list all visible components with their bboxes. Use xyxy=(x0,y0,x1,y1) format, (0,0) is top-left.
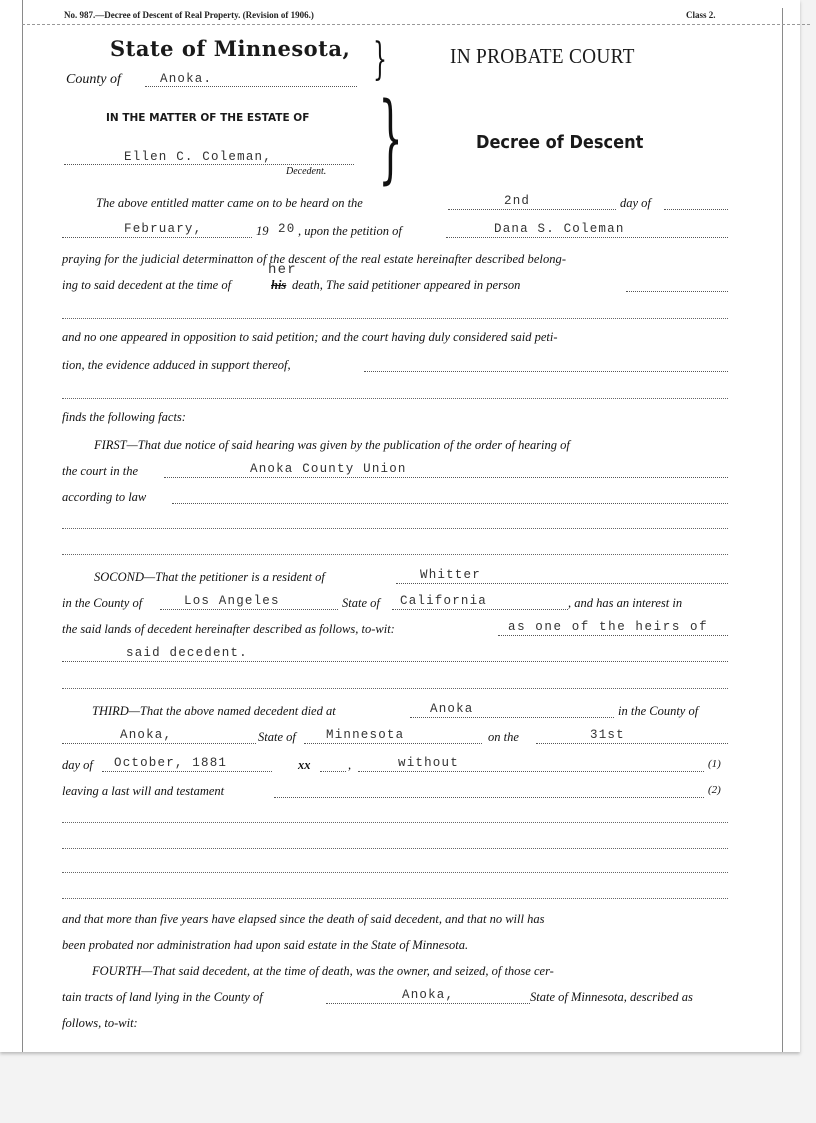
matter-heading: IN THE MATTER OF THE ESTATE OF xyxy=(106,112,310,124)
third-state-label: State of xyxy=(258,730,296,744)
intro-dayof-text: day of xyxy=(620,196,651,210)
death-day-line xyxy=(536,743,728,744)
fourth-line3: follows, to-wit: xyxy=(62,1016,138,1030)
blank-line xyxy=(62,872,728,873)
appeared-line xyxy=(626,291,728,292)
hearing-month-value: February, xyxy=(124,222,203,236)
decedent-label: Decedent. xyxy=(286,166,327,177)
header-rule xyxy=(22,24,810,25)
fourth-line2-text: tain tracts of land lying in the County of xyxy=(62,990,263,1004)
blank-line xyxy=(62,848,728,849)
second-line2-end: , and has an interest in xyxy=(568,596,683,610)
second-line2-text: in the County of xyxy=(62,596,143,610)
evidence-line xyxy=(364,371,728,372)
third-county-label: in the County of xyxy=(618,704,699,718)
county-value: Anoka. xyxy=(160,72,213,86)
death-date-value: October, 1881 xyxy=(114,756,228,770)
blank-line xyxy=(62,822,728,823)
form-class: Class 2. xyxy=(686,10,716,20)
fourth-line1: FOURTH—That said decedent, at the time of death, was the owner, and seized, of those cer- xyxy=(92,964,554,978)
intro-line6: tion, the evidence adduced in support thereof, xyxy=(62,358,291,372)
mark-trail-line xyxy=(320,771,346,772)
blank-line xyxy=(62,318,728,319)
year-prefix: 19 xyxy=(256,224,269,238)
death-date-line xyxy=(102,771,272,772)
death-state-value: Minnesota xyxy=(326,728,405,742)
land-county-line xyxy=(326,1003,530,1004)
will-status-value: without xyxy=(398,756,459,770)
struck-pronoun: his xyxy=(271,278,287,292)
will-status-line xyxy=(358,771,704,772)
second-line3-text: the said lands of decedent hereinafter described as follows, to-wit: xyxy=(62,622,395,636)
footnote-1: (1) xyxy=(708,758,721,770)
decedent-field-line xyxy=(64,164,354,165)
pronoun-value: her xyxy=(268,262,297,278)
struck-mark: xx xyxy=(298,758,311,772)
footnote-2: (2) xyxy=(708,784,721,796)
death-county-value: Anoka, xyxy=(120,728,173,742)
death-county-line xyxy=(62,743,256,744)
interest-line-1 xyxy=(498,635,728,636)
blank-line xyxy=(62,528,728,529)
death-place-value: Anoka xyxy=(430,702,474,716)
first-line2-text: the court in the xyxy=(62,464,139,478)
intro-line3: praying for the judicial determinatton of the descent of the real estate hereinafter described belong- xyxy=(62,252,567,266)
county-field-line xyxy=(145,86,357,87)
right-brace-small: } xyxy=(373,34,387,85)
interest-line-2 xyxy=(62,661,728,662)
death-state-line xyxy=(304,743,482,744)
res-county-value: Los Angeles xyxy=(184,594,280,608)
form-number: No. 987.—Decree of Descent of Real Property. (Revision of 1906.) xyxy=(64,10,314,20)
third-line4-text: leaving a last will and testament xyxy=(62,784,225,798)
intro-line7: finds the following facts: xyxy=(62,410,186,424)
residence-line xyxy=(396,583,728,584)
interest-value-1: as one of the heirs of xyxy=(508,620,709,634)
third-dayof-label: day of xyxy=(62,758,93,772)
first-line3-text: according to law xyxy=(62,490,147,504)
petitioner-value: Dana S. Coleman xyxy=(494,222,625,236)
newspaper-line xyxy=(164,477,728,478)
third-line5: and that more than five years have elapsed since the death of said decedent, and that no will has xyxy=(62,912,545,926)
newspaper-value: Anoka County Union xyxy=(250,462,407,476)
death-place-line xyxy=(410,717,614,718)
second-state-label: State of xyxy=(342,596,380,610)
intro-line1-text: The above entitled matter came on to be heard on the xyxy=(96,196,363,210)
blank-line xyxy=(62,898,728,899)
intro-line4-rest: death, The said petitioner appeared in person xyxy=(292,278,521,292)
second-line1-text: SOCOND—That the petitioner is a resident of xyxy=(94,570,325,584)
death-day-value: 31st xyxy=(590,728,625,742)
decedent-name: Ellen C. Coleman, xyxy=(124,150,272,164)
state-heading: State of Minnesota, xyxy=(110,36,351,61)
hearing-year-value: 20 xyxy=(278,222,296,236)
third-comma: , xyxy=(348,758,352,772)
third-line6: been probated nor administration had upon said estate in the State of Minnesota. xyxy=(62,938,469,952)
res-state-line xyxy=(392,609,568,610)
res-county-line xyxy=(160,609,338,610)
right-brace-large: } xyxy=(378,82,403,194)
according-line xyxy=(172,503,728,504)
court-heading: IN PROBATE COURT xyxy=(450,44,635,68)
blank-line xyxy=(62,688,728,689)
county-label: County of xyxy=(66,72,121,87)
hearing-day-line xyxy=(448,209,616,210)
right-border xyxy=(782,8,783,1052)
third-line1-text: THIRD—That the above named decedent died at xyxy=(92,704,336,718)
intro-petition-text: , upon the petition of xyxy=(298,224,402,238)
hearing-day-value: 2nd xyxy=(504,194,531,208)
blank-line xyxy=(62,398,728,399)
first-line1: FIRST—That due notice of said hearing was given by the publication of the order of hearing of xyxy=(94,438,570,452)
intro-line4-text: ing to said decedent at the time of xyxy=(62,278,232,292)
residence-value: Whitter xyxy=(420,568,481,582)
fourth-line2-end: State of Minnesota, described as xyxy=(530,990,693,1004)
res-state-value: California xyxy=(400,594,488,608)
document-title: Decree of Descent xyxy=(476,132,644,153)
blank-line xyxy=(62,554,728,555)
land-county-value: Anoka, xyxy=(402,988,455,1002)
dayof-trail-line xyxy=(664,209,728,210)
interest-value-2: said decedent. xyxy=(126,646,248,660)
testament-line xyxy=(274,797,704,798)
left-border xyxy=(22,0,23,1052)
hearing-month-line xyxy=(62,237,252,238)
intro-line5: and no one appeared in opposition to said petition; and the court having duly considered said peti- xyxy=(62,330,558,344)
third-onthe-label: on the xyxy=(488,730,519,744)
petitioner-line xyxy=(446,237,728,238)
